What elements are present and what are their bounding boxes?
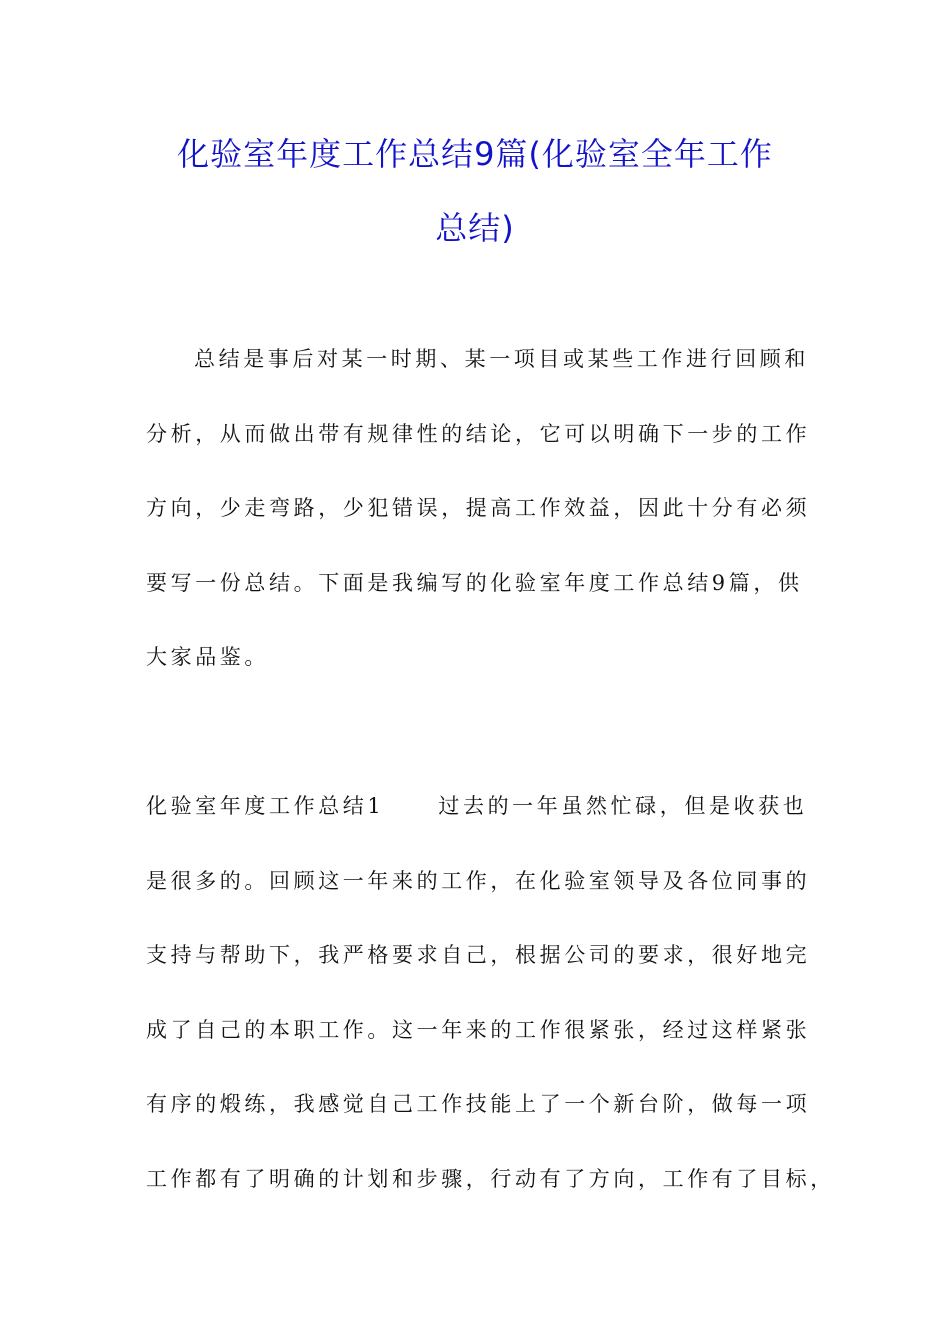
section-first-line [146,791,826,821]
document-title [130,117,820,265]
intro-line-5: 大家品鉴。 [146,645,269,669]
section-line-2: 是很多的。回顾这一年来的工作，在化验室领导及各位同事的 [146,869,811,893]
intro-line-2: 分析，从而做出带有规律性的结论，它可以明确下一步的工作 [146,422,811,446]
section-line-4: 成了自己的本职工作。这一年来的工作很紧张，经过这样紧张 [146,1018,811,1042]
section-line-5: 有序的煅练，我感觉自己工作技能上了一个新台阶，做每一项 [146,1092,811,1116]
section-line-6: 工作都有了明确的计划和步骤，行动有了方向，工作有了目标， [146,1167,835,1191]
section-line-3: 支持与帮助下，我严格要求自己，根据公司的要求，很好地完 [146,943,811,967]
title-line-2: 总结) [435,209,515,247]
intro-line-1: 总结是事后对某一时期、某一项目或某些工作进行回顾和 [194,347,809,371]
title-line-1: 化验室年度工作总结9篇(化验室全年工作 [177,135,773,173]
intro-line-4: 要写一份总结。下面是我编写的化验室年度工作总结9篇，供 [146,571,803,595]
intro-line-3: 方向，少走弯路，少犯错误，提高工作效益，因此十分有必须 [146,496,811,520]
section-line-1: 过去的一年虽然忙碌，但是收获也 [438,794,808,818]
section-heading: 化验室年度工作总结1 [146,794,385,818]
